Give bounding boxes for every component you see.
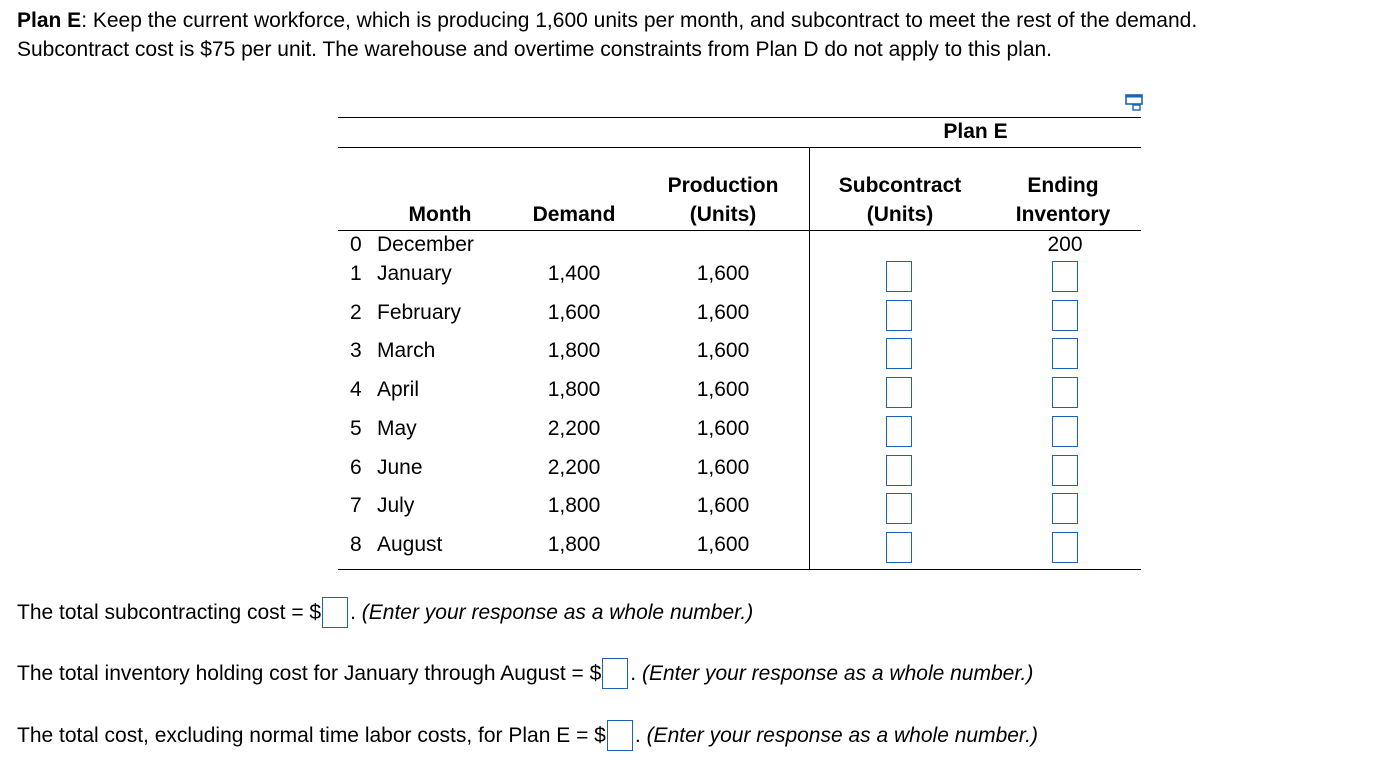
row-index: 7	[350, 494, 362, 517]
row-index: 4	[350, 378, 362, 401]
row-month: May	[377, 417, 417, 440]
ending-inventory-input[interactable]	[1052, 532, 1078, 563]
header-subcontract-line2: (Units)	[866, 203, 934, 226]
question-suffix: .	[630, 662, 637, 686]
initial-row-month: December	[377, 233, 474, 256]
subcontract-units-input[interactable]	[886, 455, 912, 486]
initial-ending-inventory: 200	[1047, 233, 1083, 256]
question-prefix: The total cost, excluding normal time labor costs, for Plan E = $	[17, 724, 606, 748]
question-hint: (Enter your response as a whole number.)	[361, 601, 754, 625]
row-index: 3	[350, 339, 362, 362]
row-demand: 1,600	[547, 301, 601, 324]
header-production-line1: Production	[667, 174, 779, 197]
ending-inventory-input[interactable]	[1052, 261, 1078, 292]
subcontract-units-input[interactable]	[886, 377, 912, 408]
row-demand: 2,200	[547, 417, 601, 440]
row-production: 1,600	[696, 262, 750, 285]
subcontract-units-input[interactable]	[886, 261, 912, 292]
row-demand: 1,800	[547, 339, 601, 362]
subcontract-units-input[interactable]	[886, 532, 912, 563]
question-suffix: .	[634, 724, 641, 748]
row-index: 1	[350, 262, 362, 285]
intro-line-2: Subcontract cost is $75 per unit. The warehouse and overtime constraints from Plan D do not apply to this plan.	[17, 38, 1053, 61]
question-total-cost-plan-e	[17, 721, 1038, 752]
row-demand: 1,800	[547, 533, 601, 556]
row-demand: 1,800	[547, 494, 601, 517]
total-cost-plan-e-input[interactable]	[607, 720, 633, 751]
plan-label: Plan E	[17, 9, 82, 32]
row-production: 1,600	[696, 494, 750, 517]
header-subcontract-line1: Subcontract	[838, 174, 962, 197]
subcontract-units-input[interactable]	[886, 416, 912, 447]
header-group-rule	[338, 147, 1141, 148]
ending-inventory-input[interactable]	[1052, 338, 1078, 369]
row-month: April	[377, 378, 420, 401]
header-month: Month	[408, 203, 472, 226]
row-production: 1,600	[696, 456, 750, 479]
plan-divider-line	[809, 148, 810, 570]
row-month: February	[377, 301, 462, 324]
row-index: 6	[350, 456, 362, 479]
plan-e-group-header: Plan E	[943, 120, 1008, 143]
row-demand: 1,400	[547, 262, 601, 285]
question-hint: (Enter your response as a whole number.)	[646, 724, 1038, 748]
row-production: 1,600	[696, 533, 750, 556]
row-production: 1,600	[696, 339, 750, 362]
ending-inventory-input[interactable]	[1052, 416, 1078, 447]
table-bottom-rule	[338, 569, 1141, 570]
question-prefix: The total subcontracting cost = $	[17, 601, 322, 625]
row-month: July	[377, 494, 415, 517]
ending-inventory-input[interactable]	[1052, 455, 1078, 486]
row-demand: 2,200	[547, 456, 601, 479]
row-index: 2	[350, 301, 362, 324]
row-month: June	[377, 456, 423, 479]
subcontract-units-input[interactable]	[886, 493, 912, 524]
header-ending-line2: Inventory	[1015, 203, 1111, 226]
row-month: March	[377, 339, 436, 362]
subcontract-units-input[interactable]	[886, 300, 912, 331]
row-index: 5	[350, 417, 362, 440]
total-inventory-holding-cost-input[interactable]	[602, 658, 628, 689]
intro-line-1	[17, 6, 1377, 35]
row-index: 8	[350, 533, 362, 556]
intro-line-1-text: : Keep the current workforce, which is producing 1,600 units per month, and subcontract to meet the rest of the demand.	[81, 9, 1198, 32]
question-hint: (Enter your response as a whole number.)	[641, 662, 1034, 686]
table-top-rule	[338, 117, 1141, 118]
row-month: August	[377, 533, 443, 556]
question-total-subcontracting-cost	[17, 598, 753, 629]
initial-row-index: 0	[350, 233, 362, 256]
ending-inventory-input[interactable]	[1052, 493, 1078, 524]
row-production: 1,600	[696, 378, 750, 401]
problem-statement	[17, 6, 1377, 64]
question-prefix: The total inventory holding cost for January through August = $	[17, 662, 602, 686]
copy-table-icon[interactable]	[1124, 93, 1146, 111]
header-production-line2: (Units)	[689, 203, 757, 226]
question-total-inventory-holding-cost	[17, 659, 1033, 690]
row-demand: 1,800	[547, 378, 601, 401]
row-month: January	[377, 262, 452, 285]
total-subcontracting-cost-input[interactable]	[322, 597, 348, 628]
ending-inventory-input[interactable]	[1052, 377, 1078, 408]
ending-inventory-input[interactable]	[1052, 300, 1078, 331]
header-ending-line1: Ending	[1027, 174, 1099, 197]
header-bottom-rule	[338, 230, 1141, 231]
header-demand: Demand	[532, 203, 616, 226]
row-production: 1,600	[696, 301, 750, 324]
subcontract-units-input[interactable]	[886, 338, 912, 369]
question-suffix: .	[350, 601, 356, 625]
row-production: 1,600	[696, 417, 750, 440]
